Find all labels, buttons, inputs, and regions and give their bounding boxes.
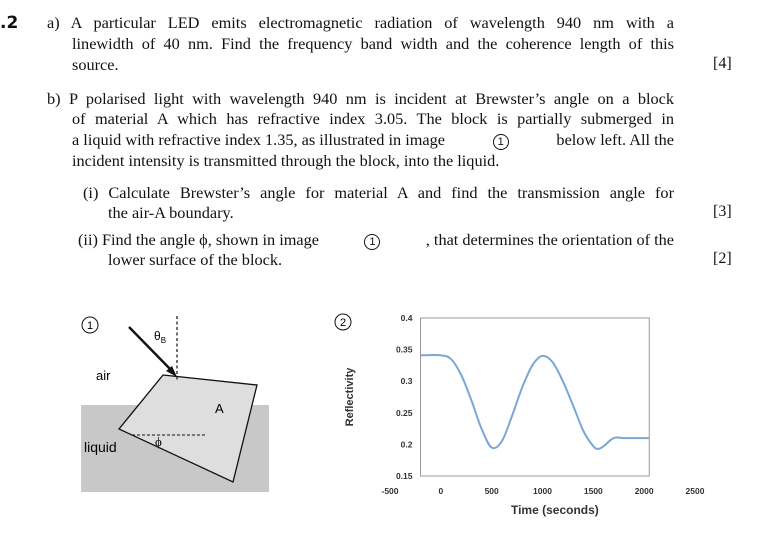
plot-frame	[421, 318, 650, 476]
y-tick-label: 0.3	[400, 376, 413, 387]
sub-i-line-2: the air-A boundary.	[108, 203, 234, 222]
y-tick-label: 0.15	[395, 471, 413, 481]
part-b-line-2: of material A which has refractive index 3.05. The block is partially submerged in	[72, 109, 674, 128]
reflectivity-series-line	[421, 355, 650, 449]
diagram-badge: 1	[86, 320, 94, 332]
y-tick-label: 0.4	[400, 313, 413, 323]
part-a-line-3: source.	[72, 55, 119, 74]
phi-label: ϕ	[155, 434, 162, 449]
x-axis-label: Time (seconds)	[510, 503, 599, 517]
sub-ii-line-1-text: (ii) Find the angle ϕ, shown in image	[78, 230, 319, 249]
part-a-mark: [4]	[713, 55, 732, 72]
image-ref-badge: 1	[364, 234, 380, 250]
part-b-line-3	[72, 129, 674, 150]
image-ref-badge: 1	[493, 134, 509, 150]
x-tick-label: 2500	[685, 486, 705, 496]
sub-ii-line-2: lower surface of the block.	[108, 250, 283, 269]
y-tick-label: 0.25	[395, 407, 413, 418]
liquid-label: liquid	[84, 439, 117, 455]
sub-i-line-1: (i) Calculate Brewster’s angle for material A and find the transmission angle for	[83, 183, 674, 202]
part-b-line-3-tail: below left. All the	[556, 130, 674, 149]
reflectivity-chart	[325, 300, 725, 525]
air-label: air	[96, 368, 111, 383]
x-tick-label: 1500	[583, 486, 603, 496]
x-tick-label: 2000	[634, 486, 654, 496]
chart-badge: 2	[339, 317, 347, 329]
part-a-line-1: a) A particular LED emits electromagnetic radiation of wavelength 940 nm with a	[47, 13, 674, 32]
sub-ii-line-1	[78, 229, 674, 250]
axis-ticks	[381, 313, 704, 496]
sub-ii-mark: [2]	[713, 250, 732, 267]
x-tick-label: 500	[484, 486, 499, 496]
x-tick-label: 0	[438, 486, 444, 496]
y-tick-label: 0.35	[395, 344, 413, 355]
y-axis-label: Reflectivity	[344, 367, 356, 427]
y-tick-label: 0.2	[400, 439, 413, 450]
x-tick-label: 1000	[533, 486, 552, 496]
sub-ii-line-1-tail: , that determines the orientation of the	[425, 230, 674, 249]
incident-ray	[129, 327, 173, 372]
question-number: .2	[0, 13, 19, 33]
part-b-line-3-text: a liquid with refractive index 1.35, as illustrated in image	[72, 130, 446, 149]
part-b-line-1: b) P polarised light with wavelength 940 nm is incident at Brewster’s angle on a block	[47, 89, 674, 108]
part-b-line-4: incident intensity is transmitted through the block, into the liquid.	[72, 151, 500, 170]
part-a-line-2: linewidth of 40 nm. Find the frequency band width and the coherence length of this	[72, 34, 674, 53]
x-tick-label: -500	[381, 486, 399, 496]
theta-label: $\theta_B$	[154, 329, 167, 345]
block-a-label: A	[215, 401, 224, 416]
brewster-diagram	[70, 308, 280, 498]
sub-i-mark: [3]	[713, 203, 732, 220]
